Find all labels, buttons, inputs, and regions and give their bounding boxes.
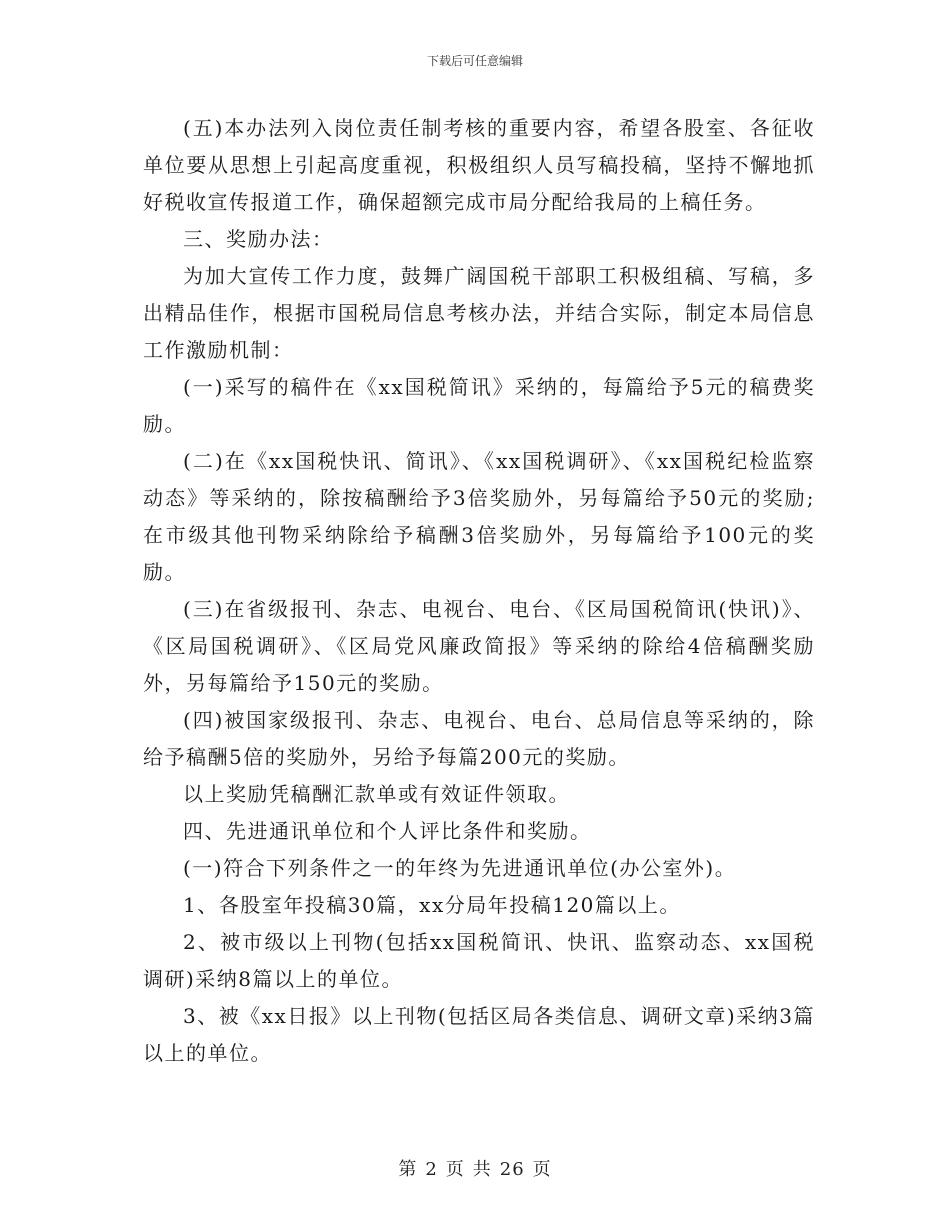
document-body — [143, 110, 815, 1072]
paragraph-reward-4: (四)被国家级报刊、杂志、电视台、电台、总局信息等采纳的，除给予稿酬5倍的奖励外，另给予每篇200元的奖励。 — [143, 708, 815, 769]
paragraph-advanced-1: (一)符合下列条件之一的年终为先进通讯单位(办公室外)。 — [183, 856, 737, 880]
total-label: 共 — [472, 1159, 492, 1180]
paragraph-reward-2: (二)在《xx国税快讯、简讯》、《xx国税调研》、《xx国税纪检监察动态》等采纳的，除按稿酬给予3倍奖励外，另每篇给予50元的奖励;在市级其他刊物采纳除给予稿酬3倍奖励外，另每篇给予100元的奖励。 — [143, 449, 815, 584]
list-item-condition-3: 3、被《xx日报》以上刊物(包括区局各类信息、调研文章)采纳3篇以上的单位。 — [143, 1004, 815, 1065]
list-item-condition-1: 1、各股室年投稿30篇，xx分局年投稿120篇以上。 — [183, 893, 681, 917]
page-header: 下载后可任意编辑 — [426, 54, 523, 68]
page-label-mid: 页 — [445, 1159, 465, 1180]
page-label-prefix: 第 — [398, 1159, 418, 1180]
list-item-condition-2: 2、被市级以上刊物(包括xx国税简讯、快讯、监察动态、xx国税调研)采纳8篇以上的单位。 — [143, 930, 815, 991]
paragraph-reward-3: (三)在省级报刊、杂志、电视台、电台、《区局国税简讯(快讯)》、《区局国税调研》、《区局党风廉政简报》等采纳的除给4倍稿酬奖励外，另每篇给予150元的奖励。 — [143, 597, 815, 695]
total-pages-number: 26 — [499, 1159, 525, 1180]
heading-reward-methods: 三、奖励办法： — [183, 227, 334, 251]
paragraph-reward-claim: 以上奖励凭稿酬汇款单或有效证件领取。 — [183, 782, 570, 806]
page-footer — [0, 1155, 950, 1181]
paragraph-reward-intro: 为加大宣传工作力度，鼓舞广阔国税干部职工积极组稿、写稿，多出精品佳作，根据市国税局信息考核办法，并结合实际，制定本局信息工作激励机制： — [143, 264, 815, 362]
current-page-number: 2 — [425, 1159, 438, 1180]
paragraph-reward-1: (一)采写的稿件在《xx国税简讯》采纳的，每篇给予5元的稿费奖励。 — [143, 375, 815, 436]
paragraph-5-responsibility: (五)本办法列入岗位责任制考核的重要内容，希望各股室、各征收单位要从思想上引起高度重视，积极组织人员写稿投稿，坚持不懈地抓好税收宣传报道工作，确保超额完成市局分配给我局的上稿任务。 — [143, 116, 815, 214]
heading-advanced-units: 四、先进通讯单位和个人评比条件和奖励。 — [183, 819, 592, 843]
page-label-suffix: 页 — [532, 1159, 552, 1180]
